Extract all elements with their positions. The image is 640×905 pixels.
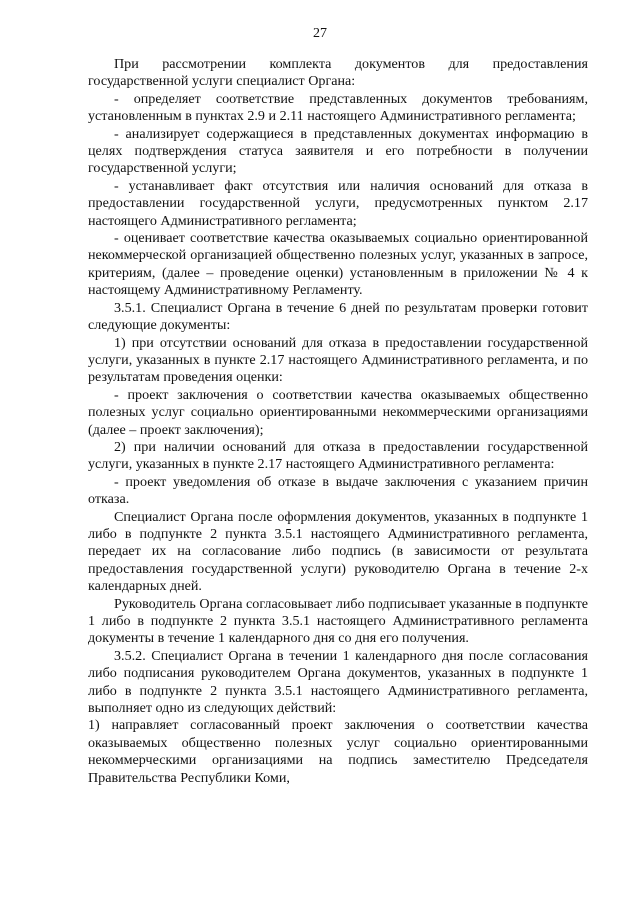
paragraph-item: - анализирует содержащиеся в представленных документах информацию в целях подтверждения статуса заявителя и его потребности в получении государственной услуги; <box>88 125 588 177</box>
paragraph-item: 1) направляет согласованный проект заключения о соответствии качества оказываемых общественно полезных услуг социально ориентированными некоммерческими организациями на подпись заместителю Председателя Правительства Республики Коми, <box>88 717 588 786</box>
paragraph-section: 3.5.2. Специалист Органа в течении 1 календарного дня после согласования либо подписания руководителем Органа документов, указанных в подпункте 1 либо в подпункте 2 пункта 3.5.1 настоящего Административного регламента, выполняет одно из следующих действий: <box>88 647 588 717</box>
paragraph: Руководитель Органа согласовывает либо подписывает указанные в подпункте 1 либо в подпункте 2 пункта 3.5.1 настоящего Административного регламента документы в течение 1 календарного дня со дня его получения. <box>88 595 588 647</box>
paragraph-item: 1) при отсутствии оснований для отказа в предоставлении государственной услуги, указанных в пункте 2.17 настоящего Административного регламента, и по результатам проведения оценки: <box>88 334 588 386</box>
paragraph-item: - определяет соответствие представленных документов требованиям, установленным в пунктах 2.9 и 2.11 настоящего Административного регламента; <box>88 90 588 125</box>
paragraph-section: 3.5.1. Специалист Органа в течение 6 дней по результатам проверки готовит следующие документы: <box>88 299 588 334</box>
paragraph-item: - оценивает соответствие качества оказываемых социально ориентированной некоммерческой организацией общественно полезных услуг, указанных в запросе, критериям, (далее – проведение оценки) установленным в приложении № 4 к настоящему Административному Регламенту. <box>88 230 588 299</box>
paragraph-item: 2) при наличии оснований для отказа в предоставлении государственной услуги, указанных в пункте 2.17 настоящего Административного регламента: <box>88 438 588 473</box>
paragraph: Специалист Органа после оформления документов, указанных в подпункте 1 либо в подпункте 2 пункта 3.5.1 настоящего Административного регламента, передает их на согласование либо подпись (в зависимости от результата предоставления государственной услуги) руководителю Органа в течение 2-х календарных дней. <box>88 508 588 595</box>
paragraph-item: - проект заключения о соответствии качества оказываемых общественно полезных услуг социально ориентированными некоммерческими организациями (далее – проект заключения); <box>88 386 588 438</box>
paragraph-item: - проект уведомления об отказе в выдаче заключения с указанием причин отказа. <box>88 473 588 508</box>
page-number: 27 <box>313 26 327 41</box>
paragraph-item: - устанавливает факт отсутствия или наличия оснований для отказа в предоставлении государственной услуги, предусмотренных пунктом 2.17 настоящего Административного регламента; <box>88 177 588 229</box>
document-body <box>88 56 588 787</box>
paragraph-intro: При рассмотрении комплекта документов для предоставления государственной услуги специалист Органа: <box>88 56 588 90</box>
